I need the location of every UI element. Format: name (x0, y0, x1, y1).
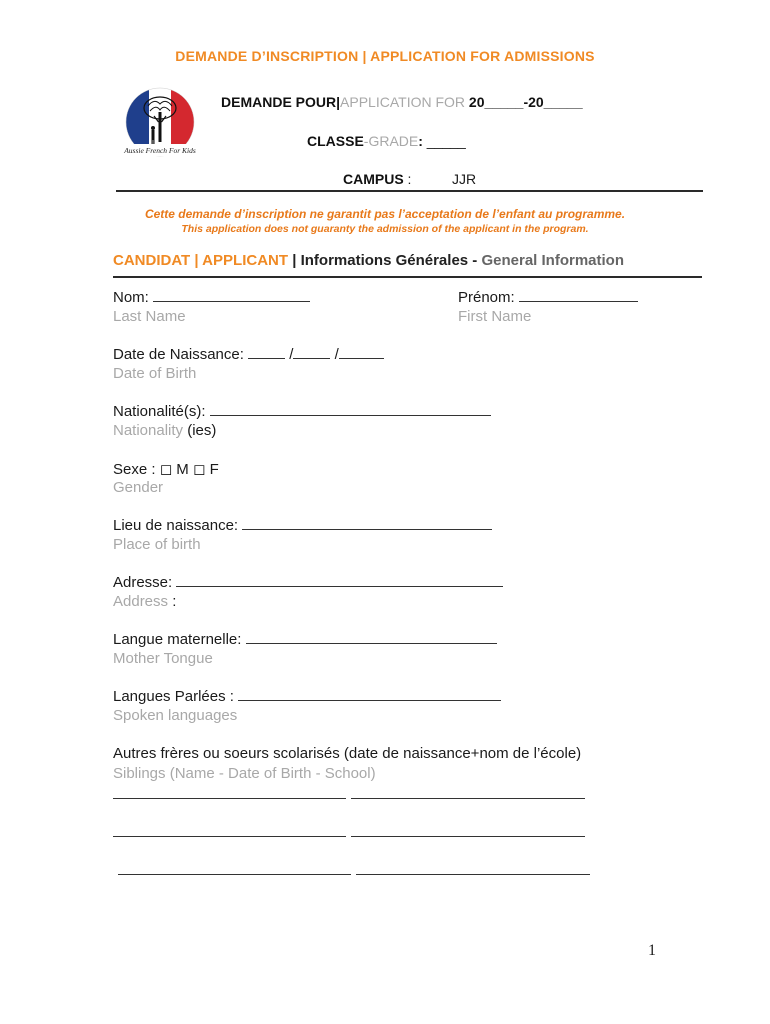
grade-field[interactable]: _____ (422, 133, 466, 149)
application-for-label: APPLICATION FOR (340, 94, 466, 110)
address-input[interactable] (176, 574, 503, 587)
mother-tongue-sublabel: Mother Tongue (113, 650, 213, 667)
last-name-sublabel: Last Name (113, 308, 186, 325)
gender-row[interactable]: Sexe : ◻ M ◻ F (113, 461, 219, 478)
year-from-field[interactable]: 20_____ (468, 94, 524, 110)
sibling-1-details-input[interactable] (351, 798, 585, 799)
campus-value[interactable]: JJR (452, 171, 477, 187)
nationality-sublabel-en: Nationality (113, 422, 184, 439)
spoken-languages-sublabel: Spoken languages (113, 707, 238, 724)
address-sublabel-en: Address (113, 593, 169, 610)
nationality-label: Nationalité(s): (113, 403, 210, 420)
first-name-input[interactable] (519, 289, 638, 302)
nationality-sublabel (113, 422, 216, 439)
mother-tongue-label: Langue maternelle: (113, 631, 246, 648)
sibling-3-name-input[interactable] (118, 874, 351, 875)
section-infos-fr: Informations Générales - (300, 252, 482, 269)
logo-text: Aussie French For Kids (124, 146, 196, 155)
last-name-input[interactable] (153, 289, 310, 302)
section-infos-en: General Information (481, 252, 624, 269)
dob-sublabel: Date of Birth (113, 365, 197, 382)
year-to-field[interactable]: -20_____ (523, 94, 583, 110)
disclaimer-fr: Cette demande d’inscription ne garantit pas l’acceptation de l’enfant au programme. (144, 207, 626, 221)
sibling-1-name-input[interactable] (113, 798, 346, 799)
nationality-row (113, 403, 491, 420)
nationality-input[interactable] (210, 403, 491, 416)
dob-label: Date de Naissance: (113, 346, 249, 363)
last-name-label: Nom: (113, 289, 154, 306)
dob-month-input[interactable] (293, 346, 330, 359)
header-divider (116, 190, 703, 192)
gender-sublabel: Gender (113, 479, 164, 496)
section-bar: | (288, 252, 301, 269)
address-sublabel (113, 593, 176, 610)
birthplace-row (113, 517, 492, 534)
first-name-row (458, 289, 638, 306)
spoken-languages-label: Langues Parlées : (113, 688, 239, 705)
sibling-2-details-input[interactable] (351, 836, 585, 837)
classe-colon: : (418, 133, 423, 149)
sibling-3-details-input[interactable] (356, 874, 590, 875)
dob-year-input[interactable] (339, 346, 384, 359)
address-label: Adresse: (113, 574, 177, 591)
campus-colon: : (403, 171, 412, 187)
first-name-sublabel: First Name (458, 308, 532, 325)
application-for-line (221, 94, 583, 110)
dob-sep-2: / (334, 346, 339, 363)
address-suffix: : (168, 593, 177, 610)
school-logo (118, 86, 200, 164)
disclaimer-en: This application does not guaranty the admission of the applicant in the program. (181, 223, 589, 235)
campus-label: CAMPUS (343, 171, 404, 187)
siblings-sublabel: Siblings (Name - Date of Birth - School) (113, 765, 376, 782)
section-candidat: CANDIDAT | APPLICANT (113, 252, 289, 269)
nationality-suffix: (ies) (183, 422, 217, 439)
section-divider (113, 276, 702, 278)
section-title (113, 252, 624, 269)
demande-sep: | (336, 94, 341, 110)
address-row (113, 574, 503, 591)
first-name-label: Prénom: (458, 289, 519, 306)
birthplace-label: Lieu de naissance: (113, 517, 243, 534)
campus-line (343, 171, 411, 187)
logo-emblem-icon (118, 86, 200, 164)
mother-tongue-row (113, 631, 497, 648)
classe-label: CLASSE (307, 133, 364, 149)
mother-tongue-input[interactable] (246, 631, 497, 644)
last-name-row (113, 289, 310, 306)
grade-line (307, 133, 466, 149)
page-number: 1 (648, 942, 656, 959)
demande-label: DEMANDE POUR (221, 94, 337, 110)
spoken-languages-row (113, 688, 501, 705)
dob-row (113, 346, 384, 363)
grade-label: -GRADE (363, 133, 419, 149)
sibling-2-name-input[interactable] (113, 836, 346, 837)
form-title: DEMANDE D’INSCRIPTION | APPLICATION FOR ADMISSIONS (175, 48, 595, 64)
siblings-label: Autres frères ou soeurs scolarisés (date de naissance+nom de l’école) (113, 745, 582, 762)
spoken-languages-input[interactable] (238, 688, 501, 701)
birthplace-input[interactable] (242, 517, 492, 530)
birthplace-sublabel: Place of birth (113, 536, 201, 553)
dob-day-input[interactable] (248, 346, 285, 359)
dob-sep-1: / (289, 346, 294, 363)
